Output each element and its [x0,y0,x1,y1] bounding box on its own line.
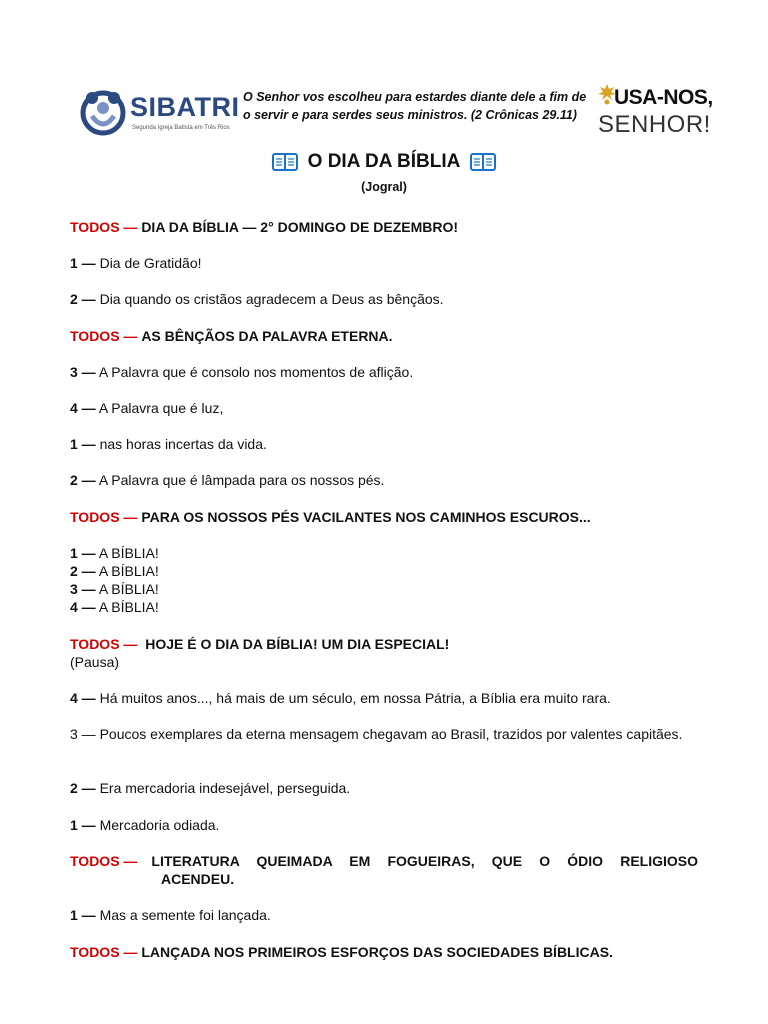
speaker-label: TODOS — [70,636,138,652]
jogral-line [70,852,698,888]
line-text: A Palavra que é luz, [98,400,224,416]
jogral-line [70,218,698,236]
usa-nos-line1: USA-NOS, [614,86,713,109]
line-text: Dia de Gratidão! [99,255,202,271]
speaker-label: 4 — [70,599,96,615]
jogral-line [70,598,698,616]
line-text: A BÍBLIA! [98,563,159,579]
speaker-label: 1 — [70,907,96,923]
speaker-label: TODOS — [70,853,138,869]
speaker-label: TODOS — [70,509,138,525]
sibatri-logo-tagline: Segunda Igreja Batista em Três Rios [132,125,230,131]
speaker-label: 4 — [70,690,96,706]
jogral-line [70,580,698,598]
jogral-line [70,562,698,580]
line-text: (Pausa) [70,654,120,670]
line-text: A BÍBLIA! [98,545,159,561]
speaker-label: TODOS — [70,328,138,344]
speaker-label: 1 — [70,545,96,561]
speaker-label: 2 — [70,563,96,579]
jogral-line [70,254,698,272]
line-text: PARA OS NOSSOS PÉS VACILANTES NOS CAMINHOS ESCUROS... [141,509,591,525]
sibatri-logo [78,86,238,142]
book-icon [470,153,496,171]
line-text: LANÇADA NOS PRIMEIROS ESFORÇOS DAS SOCIEDADES BÍBLICAS. [141,944,613,960]
line-text: A Palavra que é consolo nos momentos de aflição. [98,364,414,380]
speaker-label: 3 — [70,581,96,597]
line-text: Mercadoria odiada. [99,817,220,833]
usa-nos-logo [596,82,716,142]
line-text-continued: ACENDEU. [161,871,235,887]
line-text: A BÍBLIA! [98,599,159,615]
pause-note [70,653,698,671]
page-title: O DIA DA BÍBLIA [307,151,461,172]
jogral-line [70,635,698,653]
line-text: Poucos exemplares da eterna mensagem chegavam ao Brasil, trazidos por valentes capitães. [99,726,683,742]
line-text: LITERATURA QUEIMADA EM FOGUEIRAS, QUE O ÓDIO RELIGIOSO [151,853,698,869]
jogral-line [70,544,698,562]
jogral-line [70,725,698,743]
line-text: A Palavra que é lâmpada para os nossos pés. [98,472,385,488]
line-text: AS BÊNÇÃOS DA PALAVRA ETERNA. [141,328,393,344]
speaker-label: 1 — [70,436,96,452]
book-icon [272,153,298,171]
speaker-label: 4 — [70,400,96,416]
header-verse: O Senhor vos escolheu para estardes diante dele a fim de o servir e para serdes seus ministros. (2 Crônicas 29.11) [243,90,587,122]
jogral-line [70,943,698,961]
jogral-line [70,435,698,453]
line-text: Há muitos anos..., há mais de um século, em nossa Pátria, a Bíblia era muito rara. [99,690,611,706]
jogral-line [70,290,698,308]
speaker-label: TODOS — [70,944,138,960]
jogral-line [70,508,698,526]
jogral-line [70,363,698,381]
speaker-label: 2 — [70,291,96,307]
page-subtitle: (Jogral) [361,180,407,194]
jogral-line [70,471,698,489]
speaker-label: 1 — [70,255,96,271]
jogral-line [70,779,698,797]
jogral-line [70,689,698,707]
speaker-label: TODOS — [70,219,138,235]
jogral-line [70,327,698,345]
line-text: A BÍBLIA! [98,581,159,597]
speaker-label: 1 — [70,817,96,833]
title-row [0,151,768,176]
line-text: Era mercadoria indesejável, perseguida. [99,780,351,796]
jogral-line [70,816,698,834]
jogral-line [70,399,698,417]
line-text: Dia quando os cristãos agradecem a Deus as bênçãos. [99,291,444,307]
speaker-label: 3 — [70,726,96,742]
line-text: Mas a semente foi lançada. [99,907,271,923]
speaker-label: 3 — [70,364,96,380]
line-text: DIA DA BÍBLIA — 2° DOMINGO DE DEZEMBRO! [141,219,459,235]
speaker-label: 2 — [70,780,96,796]
sibatri-logo-name: SIBATRI [130,92,240,122]
usa-nos-line2: SENHOR! [598,111,711,138]
sibatri-people-icon [78,86,128,136]
line-text: nas horas incertas da vida. [99,436,267,452]
jogral-line [70,906,698,924]
speaker-label: 2 — [70,472,96,488]
line-text: HOJE É O DIA DA BÍBLIA! UM DIA ESPECIAL! [145,636,450,652]
